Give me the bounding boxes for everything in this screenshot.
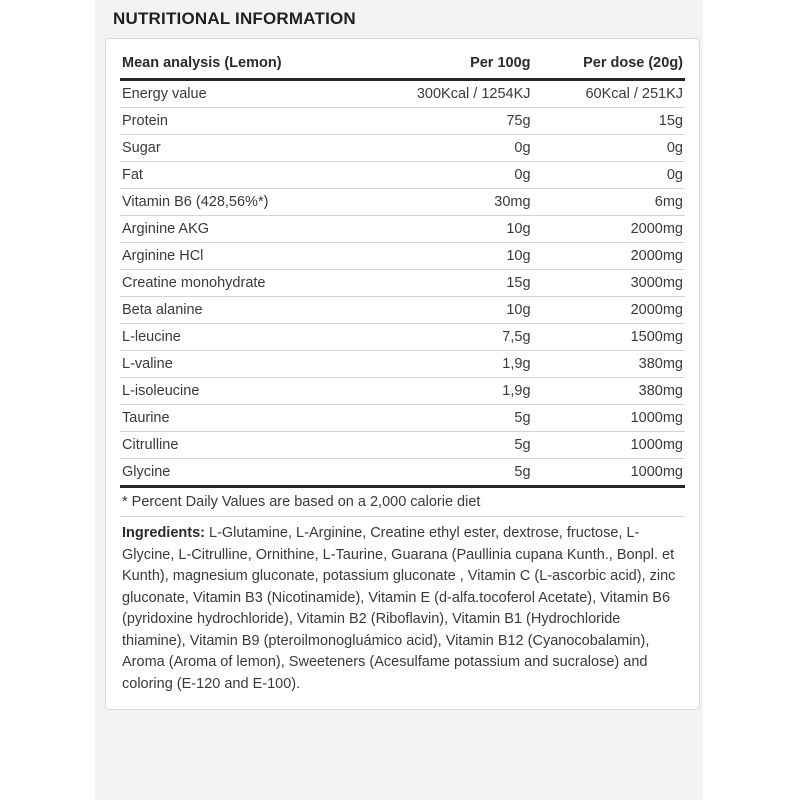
row-label: Creatine monohydrate [120, 270, 360, 297]
row-label: Taurine [120, 405, 360, 432]
row-value-per-dose: 0g [533, 162, 685, 189]
ingredients-text: L-Glutamine, L-Arginine, Creatine ethyl ester, dextrose, fructose, L-Glycine, L-Citrulline, Ornithine, L-Taurine, Guarana (Paullinia cupana Kunth., Bonpl. et Kunth), magnesium gluconate, potassium gluconate , Vitamin C (L-ascorbic acid), zinc gluconate, Vitamin B3 (Nicotinamide), Vitamin E (d-alfa.tocoferol Acetate), Vitamin B6 (pyridoxine hydrochloride), Vitamin B2 (Riboflavin), Vitamin B1 (Hydrochloride thiamine), Vitamin B9 (pteroilmonogluámico acid), Vitamin B12 (Cyanocobalamin), Aroma (Aroma of lemon), Sweeteners (Acesulfame potassium and sucralose) and coloring (E-120 and E-100). [122, 525, 676, 692]
table-row [120, 80, 685, 108]
table-row [120, 270, 685, 297]
row-value-per-100g: 15g [360, 270, 533, 297]
row-value-per-100g: 10g [360, 243, 533, 270]
table-row [120, 351, 685, 378]
column-header-analysis: Mean analysis (Lemon) [120, 51, 360, 80]
table-row [120, 216, 685, 243]
row-value-per-dose: 1000mg [533, 432, 685, 459]
row-value-per-dose: 1000mg [533, 459, 685, 487]
row-label: L-valine [120, 351, 360, 378]
table-row [120, 405, 685, 432]
row-value-per-dose: 3000mg [533, 270, 685, 297]
row-value-per-dose: 1000mg [533, 405, 685, 432]
row-label: Citrulline [120, 432, 360, 459]
row-label: Fat [120, 162, 360, 189]
row-value-per-100g: 5g [360, 432, 533, 459]
row-label: Glycine [120, 459, 360, 487]
row-label: Protein [120, 108, 360, 135]
row-value-per-dose: 380mg [533, 378, 685, 405]
table-row [120, 162, 685, 189]
row-value-per-100g: 1,9g [360, 378, 533, 405]
row-label: Beta alanine [120, 297, 360, 324]
row-value-per-dose: 0g [533, 135, 685, 162]
table-row [120, 324, 685, 351]
row-value-per-100g: 7,5g [360, 324, 533, 351]
row-value-per-dose: 1500mg [533, 324, 685, 351]
row-value-per-dose: 15g [533, 108, 685, 135]
table-row [120, 378, 685, 405]
row-value-per-dose: 2000mg [533, 243, 685, 270]
row-value-per-100g: 10g [360, 216, 533, 243]
table-row [120, 459, 685, 487]
row-value-per-100g: 10g [360, 297, 533, 324]
table-row [120, 189, 685, 216]
row-label: L-leucine [120, 324, 360, 351]
column-header-per-100g: Per 100g [360, 51, 533, 80]
row-label: Energy value [120, 80, 360, 108]
row-label: Arginine HCl [120, 243, 360, 270]
row-value-per-100g: 1,9g [360, 351, 533, 378]
row-value-per-100g: 5g [360, 405, 533, 432]
nutrition-card [105, 38, 700, 710]
row-value-per-dose: 2000mg [533, 297, 685, 324]
row-value-per-100g: 0g [360, 162, 533, 189]
ingredients-label: Ingredients: [122, 525, 205, 541]
table-body [120, 80, 685, 487]
daily-values-footnote: * Percent Daily Values are based on a 2,000 calorie diet [120, 488, 685, 517]
row-value-per-100g: 30mg [360, 189, 533, 216]
row-label: L-isoleucine [120, 378, 360, 405]
row-value-per-100g: 0g [360, 135, 533, 162]
row-label: Vitamin B6 (428,56%*) [120, 189, 360, 216]
table-header-row [120, 51, 685, 80]
row-value-per-dose: 380mg [533, 351, 685, 378]
column-header-per-dose: Per dose (20g) [533, 51, 685, 80]
row-value-per-100g: 5g [360, 459, 533, 487]
table-row [120, 243, 685, 270]
nutrition-table [120, 51, 685, 488]
row-value-per-100g: 75g [360, 108, 533, 135]
table-row [120, 135, 685, 162]
row-value-per-100g: 300Kcal / 1254KJ [360, 80, 533, 108]
row-value-per-dose: 60Kcal / 251KJ [533, 80, 685, 108]
row-label: Arginine AKG [120, 216, 360, 243]
table-row [120, 432, 685, 459]
nutrition-panel [95, 0, 703, 710]
table-header [120, 51, 685, 80]
ingredients-paragraph [120, 517, 685, 695]
row-value-per-dose: 2000mg [533, 216, 685, 243]
page-title: NUTRITIONAL INFORMATION [113, 9, 356, 28]
table-row [120, 297, 685, 324]
table-row [120, 108, 685, 135]
row-value-per-dose: 6mg [533, 189, 685, 216]
row-label: Sugar [120, 135, 360, 162]
